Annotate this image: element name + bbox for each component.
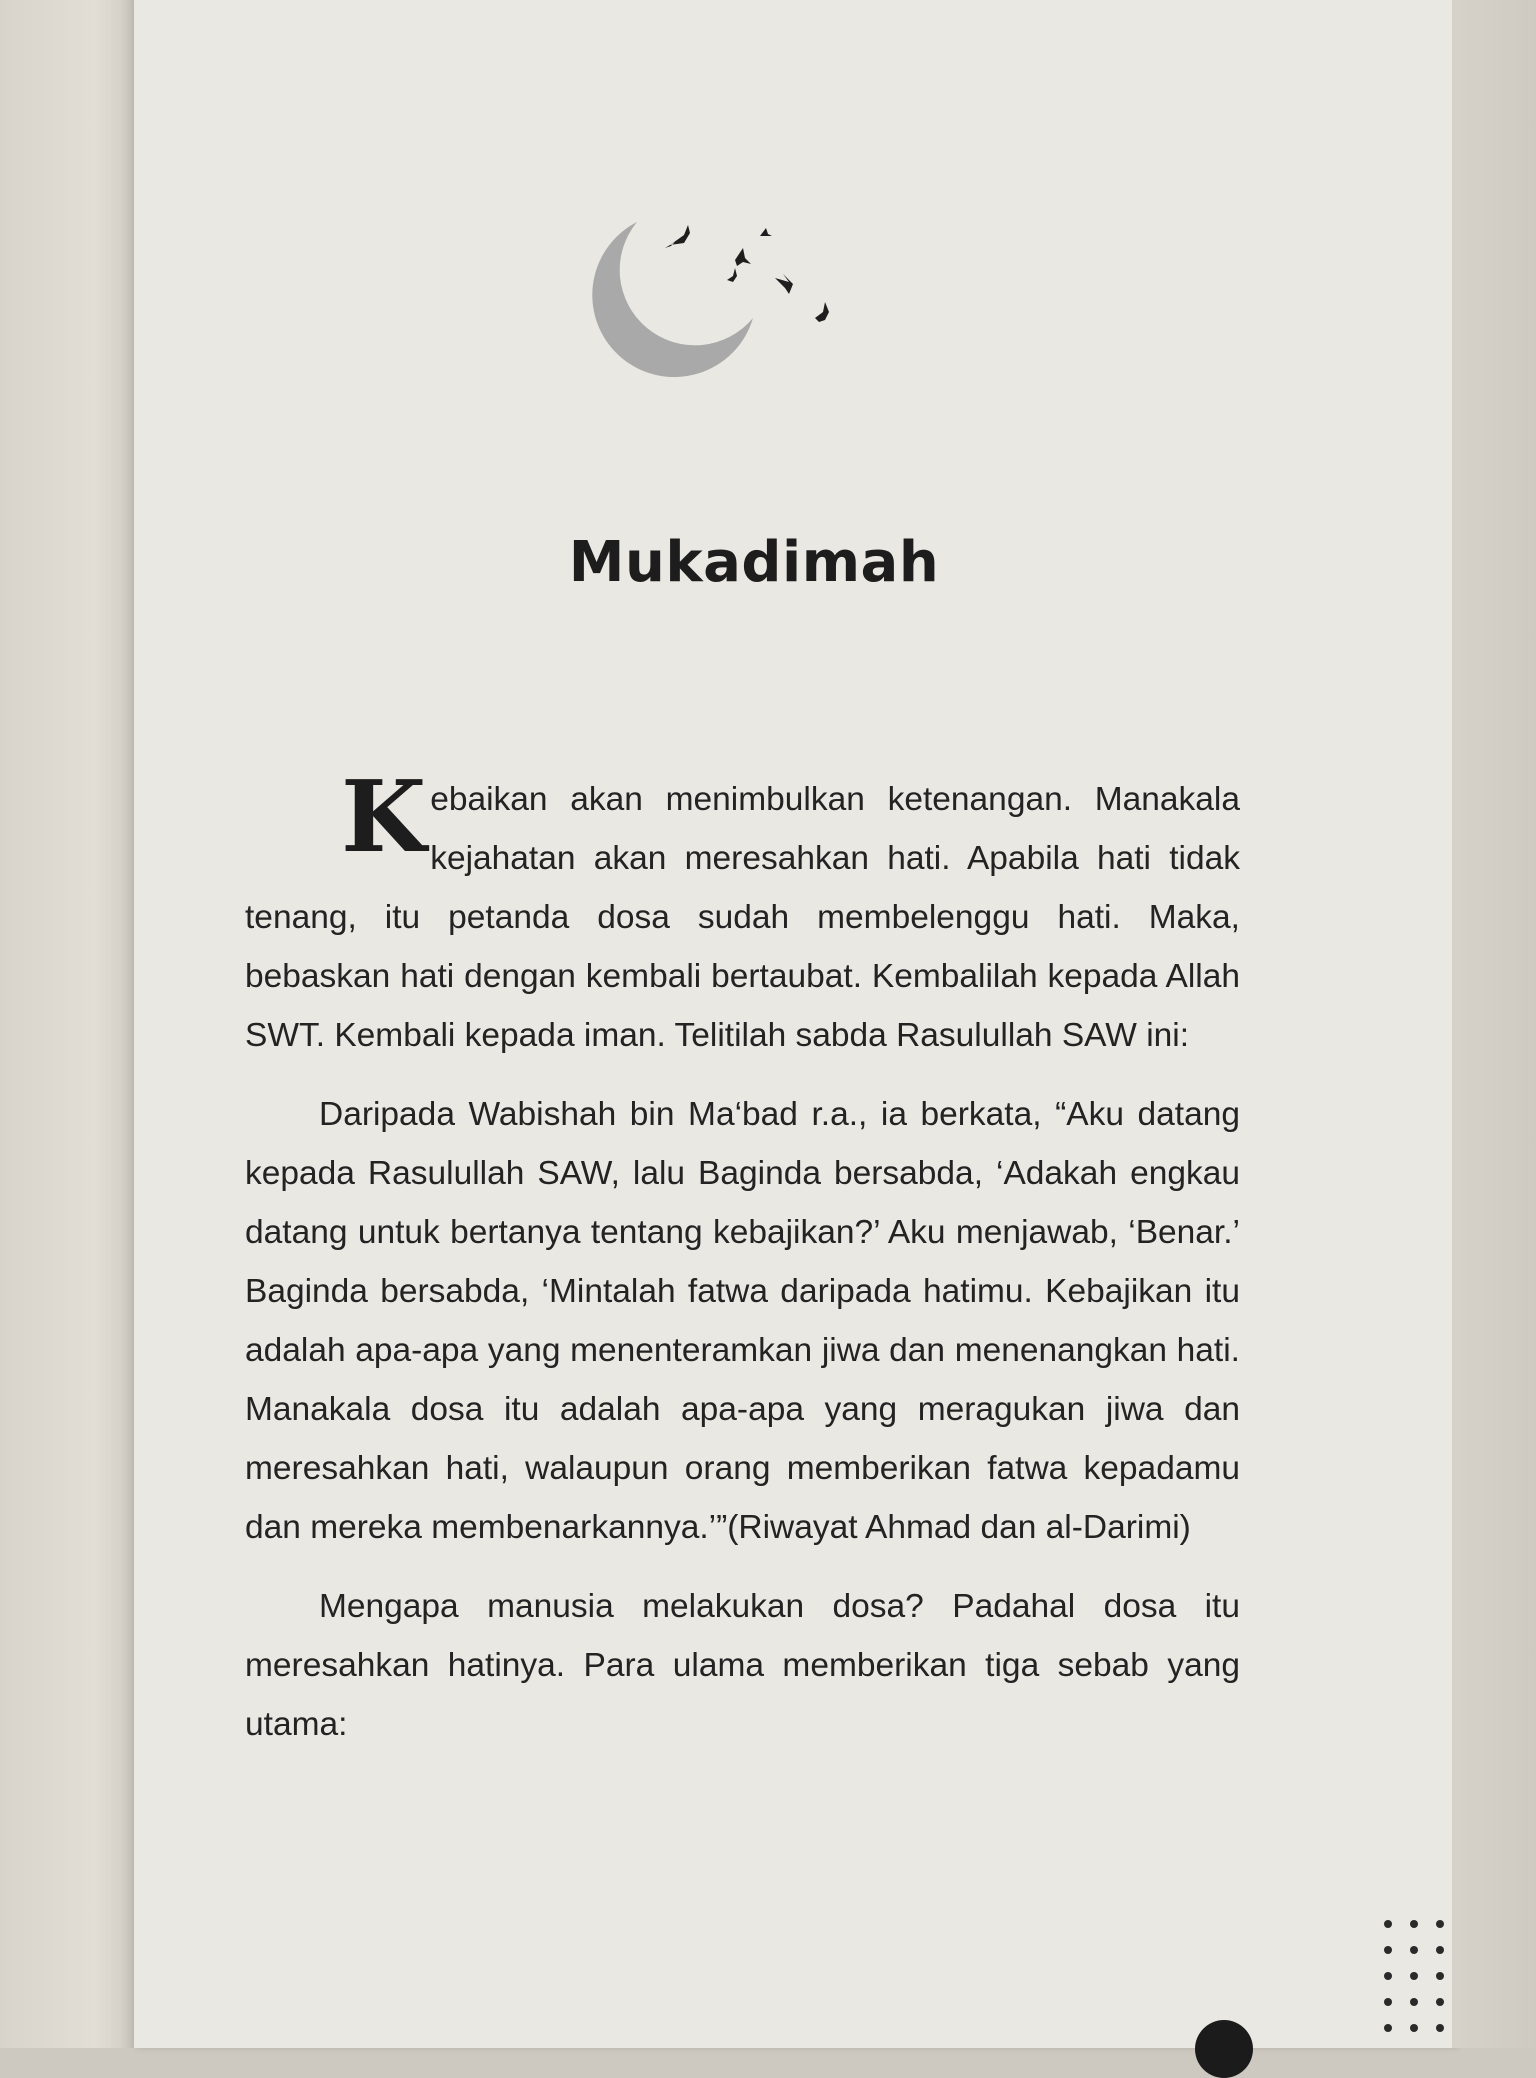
paragraph-1: [245, 760, 1240, 1065]
chapter-body: [245, 760, 1240, 1774]
drop-cap: K: [341, 760, 427, 875]
birds-icon: [665, 225, 829, 322]
crescent-moon-with-birds-icon: [575, 200, 955, 390]
chapter-title: Mukadimah: [568, 530, 940, 595]
paragraph-1-text: ebaikan akan menimbulkan ketenangan. Manakala kejahatan akan meresahkan hati. Apabila hati tidak tenang, itu petanda dosa sudah membelenggu hati. Maka, bebaskan hati dengan kembali bertaubat. Kembalilah kepada Allah SWT. Kembali kepada iman. Telitilah sabda Rasulullah SAW ini:: [245, 781, 1240, 1054]
crescent-moon-icon: [592, 222, 753, 377]
paragraph-2: Daripada Wabishah bin Ma‘bad r.a., ia berkata, “Aku datang kepada Rasulullah SAW, lalu Baginda bersabda, ‘Adakah engkau datang untuk bertanya tentang kebajikan?’ Aku menjawab, ‘Benar.’ Baginda bersabda, ‘Mintalah fatwa daripada hatimu. Kebajikan itu adalah apa-apa yang menenteramkan jiwa dan menenangkan hati. Manakala dosa itu adalah apa-apa yang meragukan jiwa dan meresahkan hati, walaupun orang memberikan fatwa kepadamu dan mereka membenarkannya.’”(Riwayat Ahmad dan al-Darimi): [245, 1096, 1240, 1546]
left-page: [0, 0, 136, 2048]
paragraph-3: Mengapa manusia melakukan dosa? Padahal dosa itu meresahkan hatinya. Para ulama memberikan tiga sebab yang utama:: [245, 1588, 1240, 1743]
page-edge: [1452, 0, 1536, 2048]
decorative-dots-icon: [1380, 1918, 1460, 2048]
page-number-badge: [1195, 2020, 1253, 2078]
